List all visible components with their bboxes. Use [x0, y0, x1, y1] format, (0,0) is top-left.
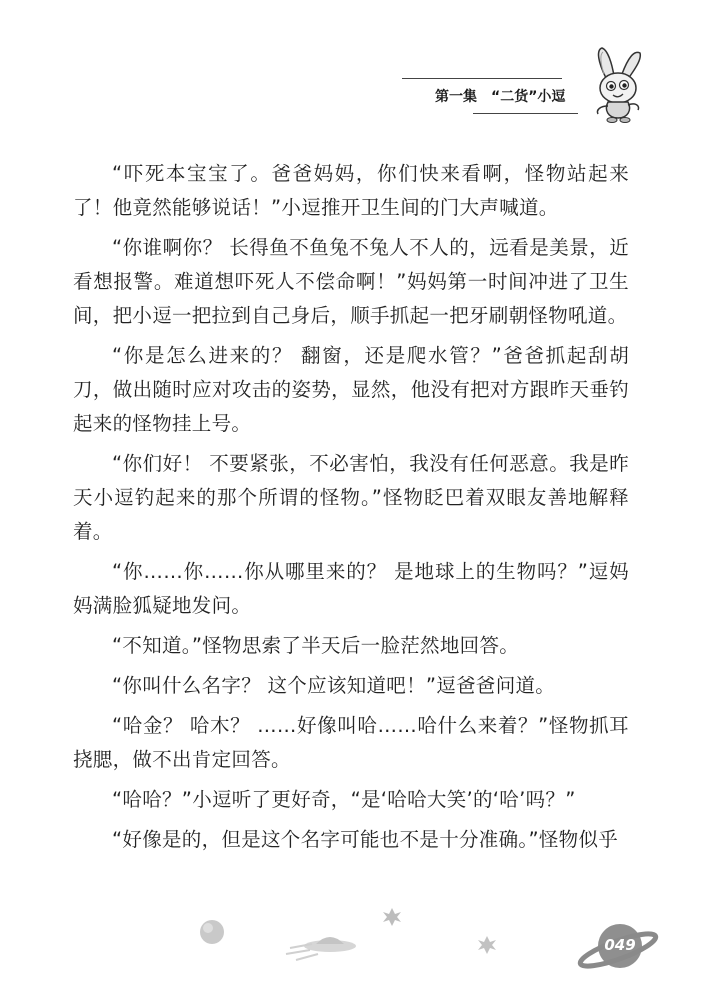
- star-icon: [383, 908, 401, 926]
- paragraph: “哈哈？”小逗听了更好奇，“是‘哈哈大笑’的‘哈’吗？”: [112, 788, 576, 811]
- paragraph: “哈金？ 哈木？ ……好像叫哈……哈什么来着？”怪物抓耳挠腮，做不出肯定回答。: [73, 714, 629, 771]
- ufo-icon: [286, 937, 356, 960]
- page-number: 049: [604, 936, 636, 954]
- paragraph: “你谁啊你？ 长得鱼不鱼兔不兔人不人的，远看是美景，近看想报警。难道想吓死人不偿命啊！”妈妈第一时间冲进了卫生间，把小逗一把拉到自己身后，顺手抓起一把牙刷朝怪物吼道。: [73, 236, 629, 327]
- star-icon: [478, 936, 496, 954]
- rabbit-mascot-icon: [584, 44, 654, 124]
- paragraph: “你是怎么进来的？ 翻窗，还是爬水管？”爸爸抓起刮胡刀，做出随时应对攻击的姿势，显然，他没有把对方跟昨天垂钓起来的怪物挂上号。: [73, 344, 629, 435]
- chapter-title: 第一集 “二货”小逗: [435, 89, 566, 105]
- paragraph: “吓死本宝宝了。爸爸妈妈，你们快来看啊，怪物站起来了！他竟然能够说话！”小逗推开卫生间的门大声喊道。: [73, 162, 629, 219]
- header-rule-top: [402, 78, 562, 79]
- paragraph: “好像是的，但是这个名字可能也不是十分准确。”怪物似乎: [112, 828, 619, 851]
- paragraph: “你……你……你从哪里来的？ 是地球上的生物吗？”逗妈妈满脸狐疑地发问。: [73, 560, 629, 617]
- paragraph: “你们好！ 不要紧张，不必害怕，我没有任何恶意。我是昨天小逗钓起来的那个所谓的怪物。”怪物眨巴着双眼友善地解释着。: [73, 452, 629, 543]
- body-text: [73, 157, 629, 863]
- paragraph: “你叫什么名字？ 这个应该知道吧！”逗爸爸问道。: [112, 674, 556, 697]
- header-rule-bottom: [473, 113, 578, 114]
- paragraph: “不知道。”怪物思索了半天后一脸茫然地回答。: [112, 634, 520, 657]
- planet-icon: [200, 920, 224, 944]
